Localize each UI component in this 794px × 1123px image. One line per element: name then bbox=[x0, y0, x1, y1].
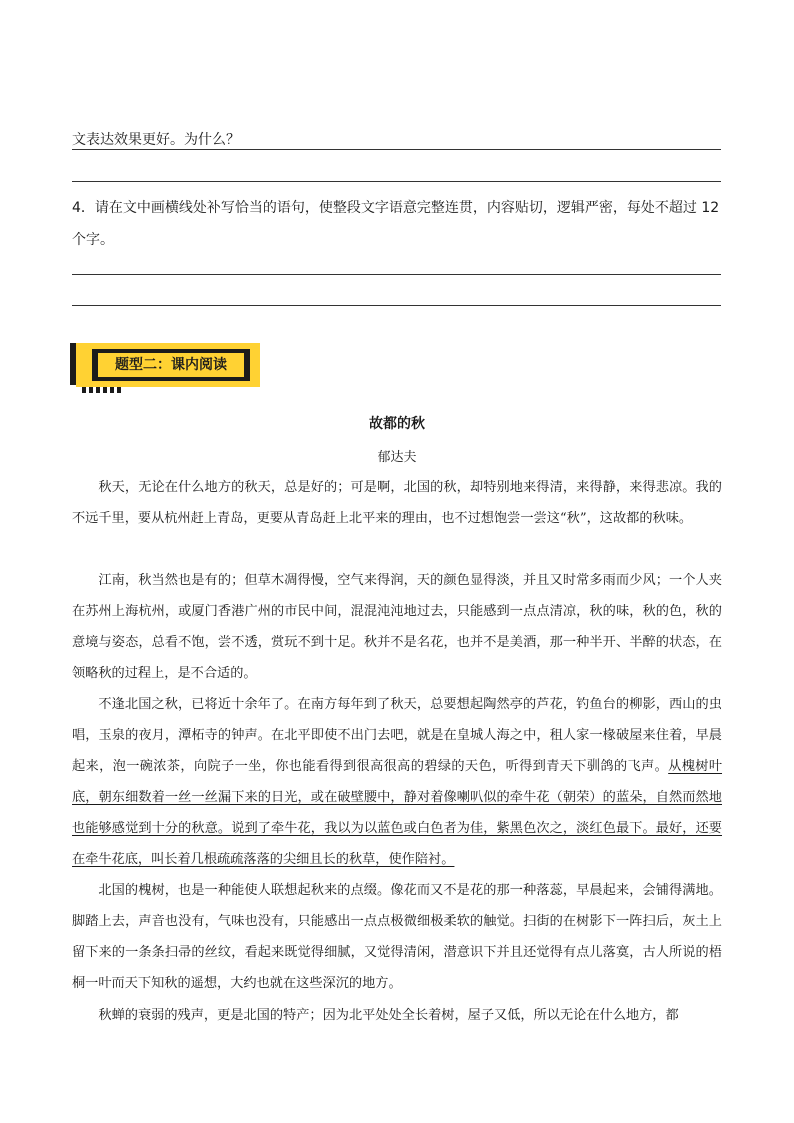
article-paragraph-5: 秋蝉的衰弱的残声，更是北国的特产；因为北平处处全长着树，屋子又低，所以无论在什么地方，都 bbox=[98, 1008, 679, 1023]
answer-line[interactable] bbox=[72, 274, 721, 275]
answer-line[interactable] bbox=[72, 149, 721, 150]
section-badge bbox=[70, 343, 260, 393]
article-paragraph-4: 北国的槐树，也是一种能使人联想起秋来的点缀。像花而又不是花的那一种落蕊，早晨起来，会铺得满地。脚踏上去，声音也没有，气味也没有，只能感出一点点极微细极柔软的触觉。扫街的在树影下一阵扫后，灰土上留下来的一条条扫帚的丝纹，看起来既觉得细腻，又觉得清闲，潜意识下并且还觉得有点儿落寞，古人所说的梧桐一叶而天下知秋的遥想，大约也就在这些深沉的地方。 bbox=[72, 883, 722, 991]
badge-dots bbox=[82, 387, 122, 393]
paragraph-3-underlined: 从槐树叶底，朝东细数着一丝一丝漏下来的日光，或在破壁腰中，静对着像喇叭似的牵牛花（朝荣）的蓝朵，自然而然地也能够感觉到十分的秋意。说到了牵牛花，我以为以蓝色或白色者为佳，紫黑色次之，淡红色最下。最好，还要在牵牛花底，叫长着几根疏疏落落的尖细且长的秋草，使作陪衬。 bbox=[72, 759, 723, 867]
question-4-line1: 4．请在文中画横线处补写恰当的语句，使整段文字语意完整连贯，内容贴切，逻辑严密，每处不超过 12 bbox=[72, 200, 720, 216]
article-title: 故都的秋 bbox=[369, 416, 425, 432]
article-paragraph-1: 秋天，无论在什么地方的秋天，总是好的；可是啊，北国的秋，却特别地来得清，来得静，来得悲凉。我的不远千里，要从杭州赶上青岛，更要从青岛赶上北平来的理由，也不过想饱尝一尝这“秋”，这故都的秋味。 bbox=[72, 480, 722, 526]
paragraph-3-plain: 不逢北国之秋，已将近十余年了。在南方每年到了秋天，总要想起陶然亭的芦花，钓鱼台的柳影，西山的虫唱，玉泉的夜月，潭柘寺的钟声。在北平即使不出门去吧，就是在皇城人海之中，租人家一椽破屋来住着，早晨起来，泡一碗浓茶，向院子一坐，你也能看得到很高很高的碧绿的天色，听得到青天下驯鸽的飞声。 bbox=[72, 697, 722, 774]
question-3-tail: 文表达效果更好。为什么？ bbox=[72, 132, 240, 148]
answer-line[interactable] bbox=[72, 305, 721, 306]
article-paragraph-2: 江南，秋当然也是有的；但草木凋得慢，空气来得润，天的颜色显得淡，并且又时常多雨而少风；一个人夹在苏州上海杭州，或厦门香港广州的市民中间，混混沌沌地过去，只能感到一点点清凉，秋的味，秋的色，秋的意境与姿态，总看不饱，尝不透，赏玩不到十足。秋并不是名花，也并不是美酒，那一种半开、半醉的状态，在领略秋的过程上，是不合适的。 bbox=[72, 573, 722, 681]
article-paragraph-3 bbox=[72, 689, 722, 875]
answer-line[interactable] bbox=[72, 181, 721, 182]
article-author: 郁达夫 bbox=[377, 450, 417, 465]
section-badge-label: 题型二：课内阅读 bbox=[115, 357, 227, 373]
question-4-line2: 个字。 bbox=[72, 232, 114, 248]
